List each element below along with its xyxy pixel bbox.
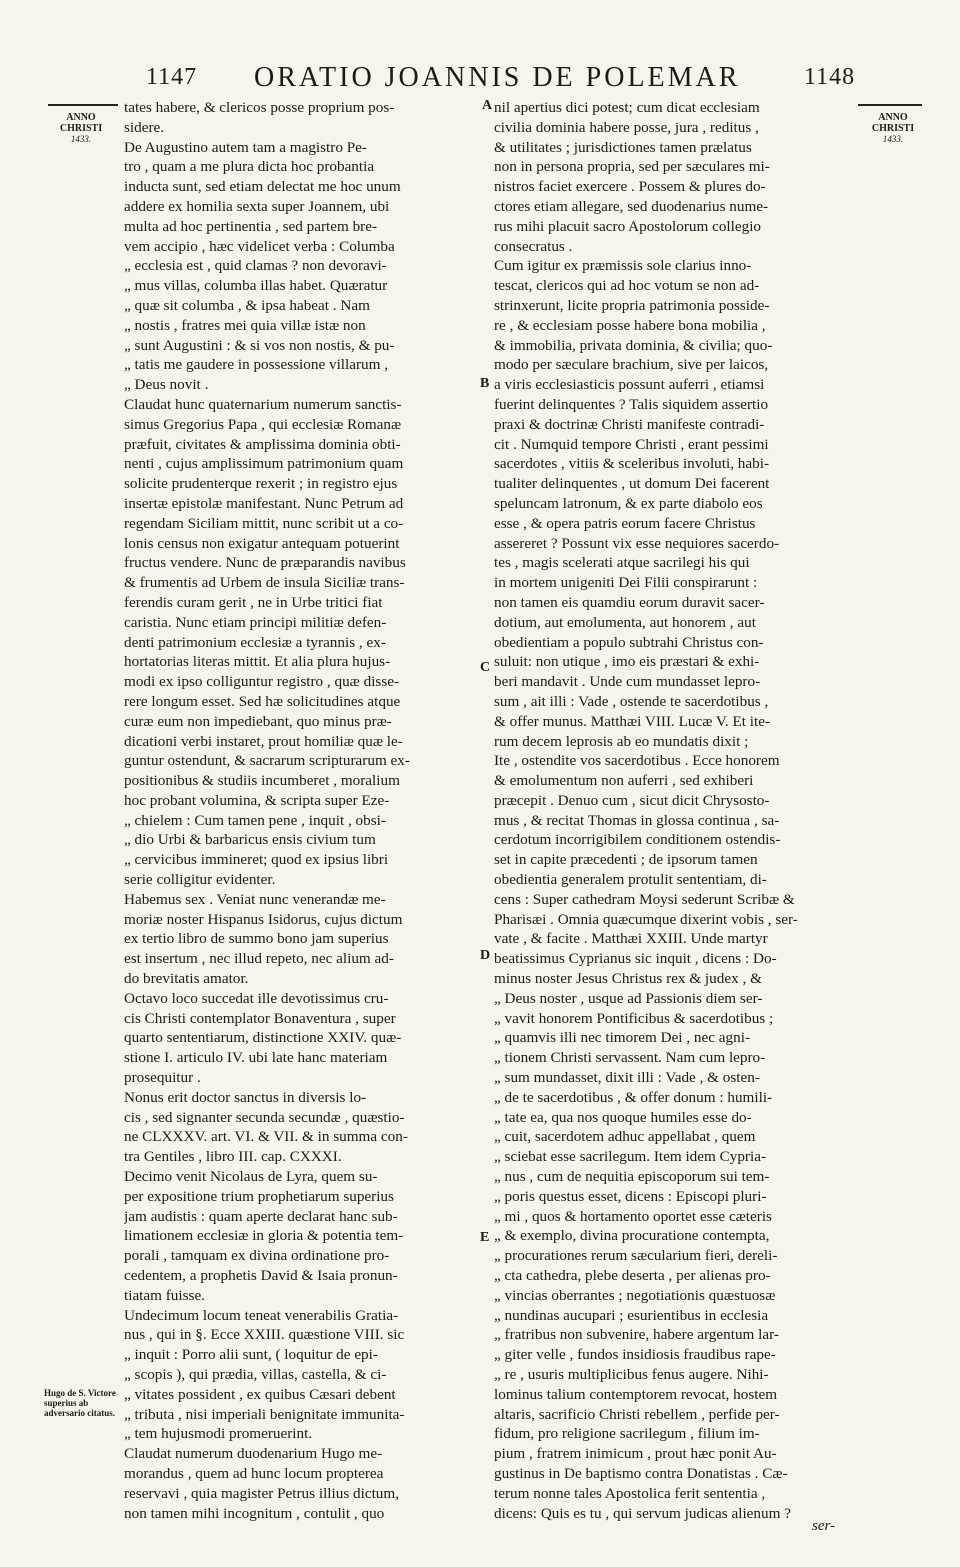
text-line: fidum, pro religione sacrilegum , filium im- <box>494 1425 760 1443</box>
text-line: tescat, clericos qui ad hoc votum se non ad- <box>494 277 760 295</box>
page-number-right: 1148 <box>804 64 856 90</box>
text-line: ne CLXXXV. art. VI. & VII. & in summa con- <box>124 1128 408 1146</box>
text-line: sidere. <box>124 118 165 136</box>
text-line: gustinus in De baptismo contra Donatistas . Cæ- <box>494 1464 788 1482</box>
text-line: tualiter delinquentes , ut domum Dei facerent <box>494 475 770 493</box>
text-column-left <box>124 98 480 1523</box>
text-line: „ sunt Augustini : & si vos non nostis, & pu- <box>124 336 395 354</box>
text-line: minus noster Jesus Christus rex & judex , & <box>494 970 762 988</box>
margin-year-right <box>856 112 930 145</box>
catchword: ser- <box>812 1518 836 1534</box>
text-line: „ chielem : Cum tamen pene , inquit , obsi- <box>124 811 386 829</box>
text-line: „ Deus novit . <box>124 376 209 394</box>
text-line: do brevitatis amator. <box>124 970 249 988</box>
text-line: dicens: Quis es tu , qui servum judicas alienum ? <box>494 1504 791 1522</box>
text-line: set in capite præcedenti ; de ipsorum tamen <box>494 851 758 869</box>
text-line: tes , magis scelerati atque sacrilegi his qui <box>494 554 750 572</box>
text-line: cis Christi contemplator Bonaventura , super <box>124 1009 396 1027</box>
text-line: modi ex ipso colliguntur registro , quæ disse- <box>124 673 400 691</box>
text-line: & emolumentum non auferri , sed exhiberi <box>494 772 754 790</box>
text-line: „ cta cathedra, plebe deserta , per alienas pro- <box>494 1267 771 1285</box>
text-line: Nonus erit doctor sanctus in diversis lo- <box>124 1088 367 1106</box>
text-line: assereret ? Possunt vix esse nequiores sacerdo- <box>494 534 780 552</box>
text-line: præcepit . Denuo cum , sicut dicit Chrysosto- <box>494 791 770 809</box>
section-letter-a: A <box>482 98 493 113</box>
text-line: reservavi , quia magister Petrus illius dictum, <box>124 1484 400 1502</box>
margin-christi-right: CHRISTI <box>871 123 915 134</box>
text-line: „ quæ sit columba , & ipsa habeat . Nam <box>124 296 370 314</box>
text-line: pium , fratrem inimicum , prout hæc ponit Au- <box>494 1445 777 1463</box>
text-line: limationem ecclesiæ in gloria & potentia tem- <box>124 1227 404 1245</box>
text-line: Claudat hunc quaternarium numerum sanctis- <box>124 395 402 413</box>
text-line: cens : Super cathedram Moysi sederunt Scribæ & <box>494 890 795 908</box>
text-line: in mortem unigeniti Dei Filii conspirarunt : <box>494 574 758 592</box>
text-line: rum decem leprosis ab eo mundatis dixit ; <box>494 732 749 750</box>
text-line: guntur ostendunt, & sacrarum scripturarum ex- <box>124 752 410 770</box>
header-rule-right <box>858 104 922 106</box>
page-number-left: 1147 <box>146 64 198 90</box>
text-line: sacerdotes , vitiis & sceleribus involuti, habi- <box>494 455 770 473</box>
text-line: „ quamvis illi nec timorem Dei , nec agni- <box>494 1029 750 1047</box>
text-line: tates habere, & clericos posse proprium pos- <box>124 99 395 116</box>
text-line: Habemus sex . Veniat nunc venerandæ me- <box>124 890 386 908</box>
text-line: cit . Numquid tempore Christi , erant pessimi <box>494 435 769 453</box>
text-line: hortatorias literas mittit. Et alia plura hujus- <box>124 653 391 671</box>
text-line: denti patrimonium ecclesiæ a tyrannis , ex- <box>124 633 386 651</box>
text-line: Decimo venit Nicolaus de Lyra, quem su- <box>124 1168 378 1186</box>
text-line: præfuit, civitates & amplissima dominia obti- <box>124 435 401 453</box>
text-line: prosequitur . <box>124 1069 201 1087</box>
text-line: „ poris questus esset, dicens : Episcopi pluri- <box>494 1187 767 1205</box>
text-line: „ nostis , fratres mei quia villæ istæ non <box>124 316 366 334</box>
text-line: jam audistis : quam aperte declarat hanc sub- <box>124 1207 398 1225</box>
margin-year-left <box>44 112 118 145</box>
text-line: „ vavit honorem Pontificibus & sacerdotibus ; <box>494 1009 774 1027</box>
text-line: porali , tamquam ex divina ordinatione pro- <box>124 1247 390 1265</box>
text-line: regendam Siciliam mittit, nunc scribit ut a co- <box>124 514 404 532</box>
text-line: Octavo loco succedat ille devotissimus cru- <box>124 989 389 1007</box>
text-line: mus , & recitat Thomas in glossa continua , sa- <box>494 811 780 829</box>
text-line: „ Deus noster , usque ad Passionis diem ser- <box>494 989 763 1007</box>
text-line: „ re , usuris multiplicibus fenus augere. Nihi- <box>494 1366 769 1383</box>
text-line: addere ex homilia sexta super Joannem, ubi <box>124 197 390 215</box>
text-line: Claudat numerum duodenarium Hugo me- <box>124 1445 383 1463</box>
text-line: nenti , cujus amplissimum patrimonium quam <box>124 455 404 473</box>
text-line: fructus vendere. Nunc de præparandis navibus <box>124 554 406 572</box>
section-letter-d: D <box>480 948 491 963</box>
text-line: beatissimus Cyprianus sic inquit , dicens : Do- <box>494 950 777 968</box>
text-line: non tamen eis quamdiu eorum duravit sacer- <box>494 593 765 611</box>
text-line: solicite prudenterque rexerit ; in registro ejus <box>124 475 398 493</box>
text-line: terum nonne tales Apostolica ferit sententia , <box>494 1484 766 1502</box>
text-line: „ procurationes rerum sæcularium fieri, dereli- <box>494 1247 778 1265</box>
text-line: Undecimum locum teneat venerabilis Gratia- <box>124 1306 399 1324</box>
text-line: lonis census non exigatur antequam potuerint <box>124 534 400 552</box>
running-title: ORATIO JOANNIS DE POLEMAR <box>254 62 741 93</box>
text-line: speluncam latronum, & ex parte diabolo eos <box>494 494 763 512</box>
section-letter-b: B <box>480 376 490 391</box>
text-line: serie colligitur evidenter. <box>124 871 276 889</box>
text-line: obedientia generalem protulit sententiam, di- <box>494 871 767 889</box>
margin-christi-left: CHRISTI <box>59 123 103 134</box>
text-line: & frumentis ad Urbem de insula Siciliæ trans- <box>124 574 405 592</box>
header-rule-left <box>48 104 118 106</box>
text-line: inducta sunt, sed etiam delectat me hoc unum <box>124 178 401 196</box>
text-line: strinxerunt, licite propria patrimonia posside- <box>494 296 770 314</box>
text-line: ex tertio libro de summo bono jam superius <box>124 930 389 948</box>
text-line: vem accipio , hæc videlicet verba : Columba <box>124 237 395 255</box>
text-line: „ fratribus non subvenire, habere argentum lar- <box>494 1326 779 1344</box>
text-line: civilia dominia habere posse, jura , reditus , <box>494 118 759 136</box>
text-line: per expositione trium prophetiarum superius <box>124 1187 394 1205</box>
text-line: „ de te sacerdotibus , & offer donum : humili- <box>494 1088 773 1106</box>
text-line: „ dio Urbi & barbaricus ensis civium tum <box>124 831 376 849</box>
text-line: positionibus & studiis incumberet , moralium <box>124 772 400 790</box>
text-line: vate , & facite . Matthæi XXIII. Unde martyr <box>494 930 768 948</box>
text-line: nistros faciet exercere . Possem & plures do- <box>494 178 766 196</box>
text-line: dotium, aut emolumenta, aut honorem , aut <box>494 613 756 631</box>
margin-year-value-right: 1433. <box>882 134 904 144</box>
text-line: insertæ epistolæ manifestant. Nunc Petrum ad <box>124 494 404 512</box>
text-line: De Augustino autem tam a magistro Pe- <box>124 138 367 156</box>
text-line: „ cuit, sacerdotem adhuc appellabat , quem <box>494 1128 756 1146</box>
margin-year-value-left: 1433. <box>70 134 92 144</box>
text-line: cerdotum incorrigibilem conditionem ostendis- <box>494 831 781 849</box>
text-line: cedentem, a prophetis David & Isaia pronun- <box>124 1267 398 1285</box>
text-line: obedientiam a populo subtrahi Christus con- <box>494 633 764 651</box>
text-line: simus Gregorius Papa , qui ecclesiæ Romanæ <box>124 415 402 433</box>
text-line: „ sciebat esse sacrilegum. Item idem Cypria- <box>494 1148 767 1166</box>
text-line: tro , quam a me plura dicta hoc probantia <box>124 158 375 176</box>
text-line: „ inquit : Porro alii sunt, ( loquitur de epi- <box>124 1346 378 1364</box>
text-line: ctores etiam allegare, sed duodenarius nume- <box>494 197 769 215</box>
text-line: „ cervicibus immineret; quod ex ipsius libri <box>124 851 389 869</box>
running-header <box>0 64 960 98</box>
section-letter-c: C <box>480 660 491 675</box>
text-line: „ vincias oberrantes ; negotiationis quæstuosæ <box>494 1286 776 1304</box>
text-line: rus mihi placuit sacro Apostolorum collegio <box>494 217 762 235</box>
text-line: „ giter velle , fundos insidiosis fraudibus rape- <box>494 1346 776 1364</box>
text-line: „ ecclesia est , quid clamas ? non devoravi- <box>124 257 387 275</box>
text-line: „ tate ea, qua nos quoque humiles esse do- <box>494 1108 752 1126</box>
text-line: „ tatis me gaudere in possessione villarum , <box>124 356 389 374</box>
text-line: re , & ecclesiam posse habere bona mobilia , <box>494 316 766 334</box>
text-line: „ tem hujusmodi promeruerint. <box>124 1425 313 1443</box>
text-line: & utilitates ; jurisdictiones tamen prælatus <box>494 138 752 156</box>
text-line: consecratus . <box>494 237 573 255</box>
text-line: multa ad hoc pertinentia , sed partem bre- <box>124 217 378 235</box>
text-line: „ & exemplo, divina procuratione contempta, <box>494 1227 770 1245</box>
text-line: „ nundinas aucupari ; esurientibus in ecclesia <box>494 1306 769 1324</box>
text-line: altaris, sacrificio Christi rebellem , perfide per- <box>494 1405 780 1423</box>
text-line: tra Gentiles , libro III. cap. CXXXI. <box>124 1148 342 1166</box>
text-line: nus , qui in §. Ecce XXIII. quæstione VIII. sic <box>124 1326 405 1344</box>
text-line: rere longum esset. Sed hæ solicitudines atque <box>124 692 401 710</box>
text-line: „ sum mundasset, dixit illi : Vade , & osten- <box>494 1069 760 1087</box>
text-line: morandus , quem ad hunc locum propterea <box>124 1464 384 1482</box>
text-line: caristia. Nunc etiam principi militiæ defen- <box>124 613 387 631</box>
text-line: a viris ecclesiasticis possunt auferri , etiamsi <box>494 376 765 394</box>
text-line: „ nus , cum de nequitia episcoporum sui tem- <box>494 1168 770 1186</box>
text-line: „ scopis ), qui prædia, villas, castella, & ci- <box>124 1366 387 1383</box>
text-line: suluit: non utique , imo eis præstari & exhi- <box>494 653 760 671</box>
text-line: & offer munus. Matthæi VIII. Lucæ V. Et ite- <box>494 712 771 730</box>
text-line: non in persona propria, sed per sæculares mi- <box>494 158 770 176</box>
margin-anno-left: ANNO <box>66 112 96 123</box>
text-line: & immobilia, privata dominia, & civilia; quo- <box>494 336 773 354</box>
text-line: stione I. articulo IV. ubi late hanc materiam <box>124 1049 388 1067</box>
text-line: modo per sæculare brachium, sive per laicos, <box>494 356 769 374</box>
text-line: cis , sed signanter secunda secundæ , quæstio- <box>124 1108 405 1126</box>
text-line: „ tributa , nisi imperiali benignitate immunita- <box>124 1405 405 1423</box>
text-line: praxi & doctrinæ Christi manifeste contradi- <box>494 415 765 433</box>
text-line: beri mandavit . Unde cum mundasset lepro- <box>494 673 761 691</box>
text-line: Ite , ostendite vos sacerdotibus . Ecce honorem <box>494 752 780 770</box>
text-line: fuerint delinquentes ? Talis siquidem assertio <box>494 395 769 413</box>
text-line: est insertum , nec illud repeto, nec alium ad- <box>124 950 394 968</box>
text-line: ferendis curam gerit , ne in Urbe tritici fiat <box>124 593 383 611</box>
text-line: moriæ noster Hispanus Isidorus, cujus dictum <box>124 910 403 928</box>
text-line: „ mus villas, columba illas habet. Quæratur <box>124 277 388 295</box>
margin-anno-right: ANNO <box>878 112 908 123</box>
margin-note-hugo: Hugo de S. Victore superius ab adversario citatus. <box>44 1388 116 1418</box>
text-line: lominus talium contemptorem revocat, hostem <box>494 1385 778 1403</box>
text-line: Pharisæi . Omnia quæcumque dixerint vobis , ser- <box>494 910 798 928</box>
text-line: quarto sententiarum, distinctione XXIV. quæ- <box>124 1029 402 1047</box>
text-line: curæ eum non impediebant, quo minus præ- <box>124 712 392 730</box>
text-line: esse , & opera patris eorum facere Christus <box>494 514 756 532</box>
text-line: non tamen mihi incognitum , contulit , quo <box>124 1504 385 1522</box>
text-line: „ tionem Christi servassent. Nam cum lepro- <box>494 1049 766 1067</box>
text-line: nil apertius dici potest; cum dicat ecclesiam <box>494 99 760 116</box>
section-letter-e: E <box>480 1230 490 1245</box>
text-column-right <box>494 98 850 1523</box>
text-line: „ mi , quos & hortamento oportet esse cæteris <box>494 1207 772 1225</box>
text-line: dicationi verbi instaret, prout homiliæ quæ le- <box>124 732 403 750</box>
text-line: „ vitates possident , ex quibus Cæsari debent <box>124 1385 396 1403</box>
text-line: sum , ait illi : Vade , ostende te sacerdotibus , <box>494 692 769 710</box>
text-line: hoc probant volumina, & scripta super Eze- <box>124 791 390 809</box>
text-line: Cum igitur ex præmissis sole clarius inno- <box>494 257 752 275</box>
text-line: tiatam fuisse. <box>124 1286 205 1304</box>
